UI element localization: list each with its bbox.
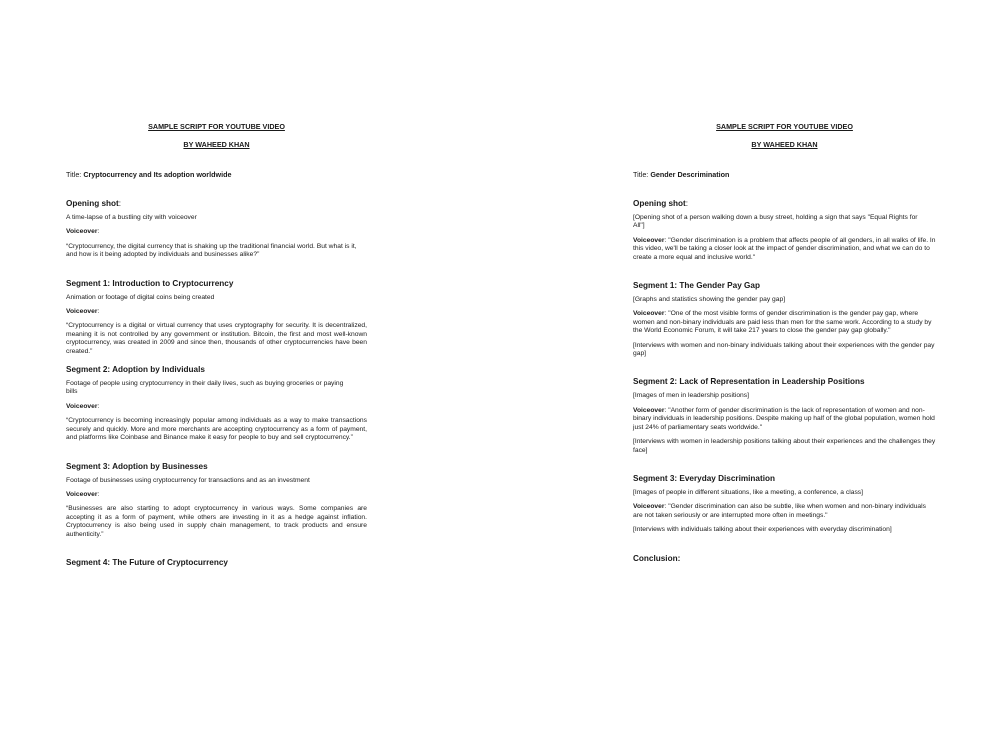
author-heading: BY WAHEED KHAN <box>751 140 818 149</box>
title-prefix: Title: <box>633 170 651 179</box>
segment-2-text: Footage of people using cryptocurrency in their daily lives, such as buying groceries or paying bills <box>66 380 344 396</box>
document-heading: SAMPLE SCRIPT FOR YOUTUBE VIDEO <box>148 122 285 131</box>
segment-3-voiceover-text: “Businesses are also starting to adopt cryptocurrency in various ways. Some companies are accepting it as a form of payment, while others are investing in it as a hedge against inflation. Cryptocurrency is also being used in supply chain management, to track products and ensure authenticity.” <box>66 505 367 538</box>
opening-voiceover-text: “Cryptocurrency, the digital currency that is shaking up the traditional financial world. But what is it, and how is it being adopted by individuals and businesses alike?” <box>66 242 357 259</box>
segment-2-heading: Segment 2: Lack of Representation in Leadership Positions <box>633 377 865 387</box>
segment-1-text: Animation or footage of digital coins being created <box>66 293 215 301</box>
voiceover-label: Voiceover: <box>66 490 100 498</box>
title-prefix: Title: <box>66 170 84 179</box>
segment-2-voiceover-text: Voiceover: "Another form of gender discrimination is the lack of representation of women and non-binary individuals in leadership positions. Despite making up half of the global population, women hold just 24% of parliamentary seats worldwide." <box>633 406 935 431</box>
opening-shot-heading: Opening shot: <box>633 199 689 208</box>
segment-2-text: [Images of men in leadership positions] <box>633 392 749 400</box>
author-heading: BY WAHEED KHAN <box>183 140 250 149</box>
segment-1-heading: Segment 1: The Gender Pay Gap <box>633 281 760 291</box>
segment-3-heading: Segment 3: Everyday Discrimination <box>633 473 775 483</box>
opening-voiceover-text: Voiceover: "Gender discrimination is a problem that affects people of all genders, in all walks of life. In this video, we'll be taking a closer look at the impact of gender discrimination, and what we can do to create a more equal and inclusive world." <box>633 236 936 261</box>
segment-4-heading: Segment 4: The Future of Cryptocurrency <box>66 557 228 567</box>
title-value: Cryptocurrency and Its adoption worldwide <box>83 170 232 179</box>
segment-2-heading: Segment 2: Adoption by Individuals <box>66 365 205 375</box>
segment-3-voiceover-text: Voiceover: "Gender discrimination can also be subtle, like when women and non-binary individuals are not taken seriously or are interrupted more often in meetings." <box>633 503 926 519</box>
segment-3-heading: Segment 3: Adoption by Businesses <box>66 461 208 471</box>
conclusion-heading: Conclusion: <box>633 553 681 563</box>
segment-3-text: Footage of businesses using cryptocurrency for transactions and as an investment <box>66 476 310 484</box>
video-title <box>633 170 936 180</box>
voiceover-label: Voiceover: <box>66 308 100 316</box>
segment-3-interviews-text: [Interviews with individuals talking about their experiences with everyday discrimination] <box>633 526 892 534</box>
segment-3-text: [Images of people in different situations, like a meeting, a conference, a class] <box>633 488 863 496</box>
segment-1-heading: Segment 1: Introduction to Cryptocurrency <box>66 278 234 288</box>
opening-shot-heading: Opening shot: <box>66 199 122 208</box>
opening-shot-text: A time-lapse of a bustling city with voiceover <box>66 214 197 221</box>
voiceover-label: Voiceover: <box>66 228 100 236</box>
document-heading: SAMPLE SCRIPT FOR YOUTUBE VIDEO <box>716 122 853 131</box>
video-title <box>66 170 367 180</box>
title-value: Gender Descrimination <box>650 170 730 179</box>
segment-1-text: [Graphs and statistics showing the gender pay gap] <box>633 296 786 304</box>
segment-1-voiceover-text: “Cryptocurrency is a digital or virtual currency that uses cryptography for security. It is decentralized, meaning it is not controlled by any government or institution. Bitcoin, the first and most well-known cryptocurrency, was created in 2009 and since then, thousands of other cryptocurrencies have been created.” <box>66 322 367 355</box>
segment-2-interviews-text: [Interviews with women in leadership positions talking about their experiences and the challenges they face] <box>633 438 936 454</box>
segment-2-voiceover-text: “Cryptocurrency is becoming increasingly popular among individuals as a way to make transactions securely and quickly. More and more merchants are accepting cryptocurrency as a form of payment, and platforms like Coinbase and Binance make it easy for people to buy and sell cryptocurrency.” <box>66 417 367 442</box>
segment-1-voiceover-text: Voiceover: "One of the most visible forms of gender discrimination is the gender pay gap, where women and non-binary individuals are paid less than men for the same work. According to a study by the World Economic Forum, it will take 217 years to close the gender pay gap globally." <box>633 310 932 335</box>
page-right <box>500 0 1000 750</box>
opening-shot-text: [Opening shot of a person walking down a busy street, holding a sign that says "Equal Rights for All"] <box>633 214 918 230</box>
voiceover-label: Voiceover: <box>66 402 100 410</box>
segment-1-interviews-text: [Interviews with women and non-binary individuals talking about their experiences with the gender pay gap] <box>633 341 935 358</box>
